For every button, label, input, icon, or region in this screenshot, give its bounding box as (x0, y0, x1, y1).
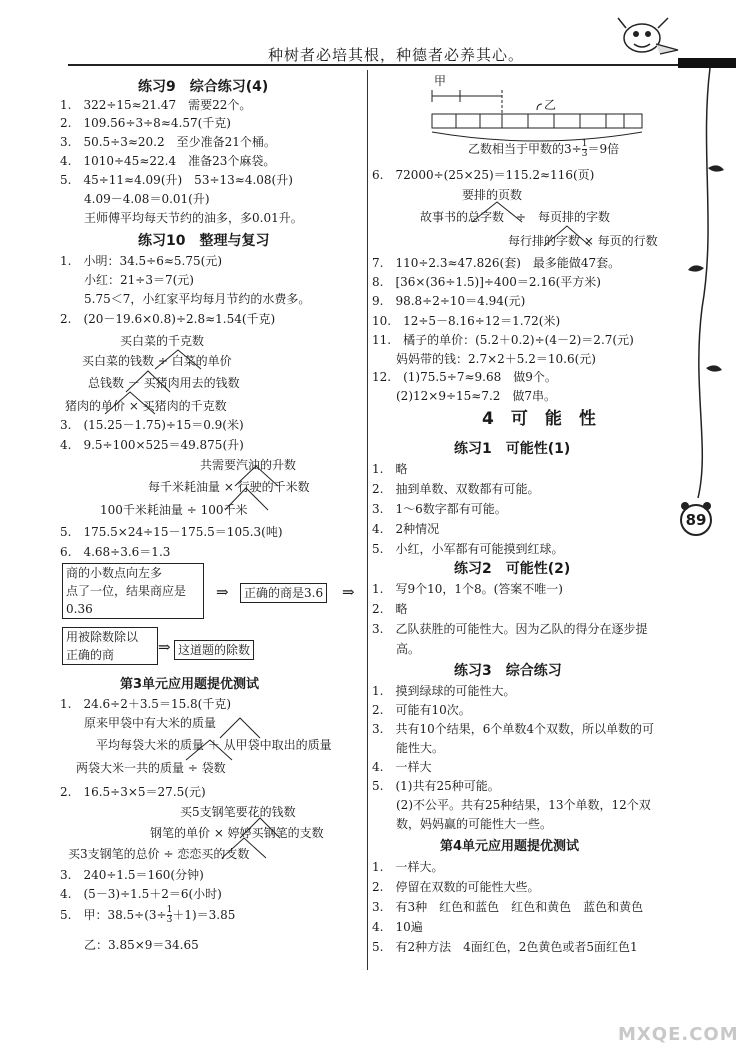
answer-line: 12. (1)75.5÷7≈9.68 做9个。 (372, 370, 557, 384)
fraction-denominator: 3 (581, 149, 588, 159)
reasoning-box (62, 563, 204, 619)
answer-line: 4.09－4.08＝0.01(升) (60, 192, 210, 206)
answer-line: 5.75＜7，小红家平均每月节约的水费多。 (60, 292, 311, 306)
answer-line: 乙：3.85×9＝34.65 (60, 938, 199, 952)
answer-line: 1. 一样大。 (372, 860, 444, 874)
answer-line: 5. 45÷11≈4.09(升) 53÷13≈4.08(升) (60, 173, 293, 187)
answer-line: 1. 摸到绿球的可能性大。 (372, 684, 516, 698)
arrow-icon: ⇒ (342, 583, 355, 601)
box-text: 点了一位，结果商应是 (66, 584, 187, 598)
answer-line: 4. 2种情况 (372, 522, 440, 536)
answer-line: 3. 240÷1.5＝160(分钟) (60, 868, 204, 882)
answer-line (60, 906, 235, 925)
result-box: 正确的商是3.6 (240, 583, 327, 603)
answer-line: 1. 略 (372, 462, 408, 476)
answer-line: 2. 略 (372, 602, 408, 616)
answer-line: 4. 一样大 (372, 760, 432, 774)
page-number-badge (676, 498, 716, 538)
answer-line: 3. (15.25－1.75)÷15＝0.9(米) (60, 418, 244, 432)
answer-line: 2. 可能有10次。 (372, 703, 471, 717)
tree-node: 每行排的字数 × 每页的行数 (508, 234, 658, 248)
answer-line: 1. 24.6÷2＋3.5＝15.8(千克) (60, 697, 232, 711)
answer-line: 10. 12÷5－8.16÷12＝1.72(米) (372, 314, 561, 328)
tree-node: 两袋大米一共的质量 ÷ 袋数 (76, 761, 226, 775)
tree-node: 100千米耗油量 ÷ 100千米 (100, 503, 248, 517)
watermark (610, 990, 740, 1050)
answer-line: 4. 9.5÷100×525＝49.875(升) (60, 438, 244, 452)
answer-line: 高。 (372, 642, 421, 656)
page-number: 89 (685, 511, 707, 529)
watermark-text: MXQE.COM (618, 1024, 739, 1045)
answer-line: 11. 橘子的单价：(5.2＋0.2)÷(4－2)＝2.7(元) (372, 333, 634, 347)
tree-node: 原来甲袋中有大米的质量 (84, 716, 217, 730)
answer-line: 5. 有2种方法 4面红色，2色黄色或者5面红色1 (372, 940, 638, 954)
caption-text: 乙数相当于甲数的3÷ (468, 142, 582, 156)
answer-line: 9. 98.8÷2÷10＝4.94(元) (372, 294, 526, 308)
answer-line: 2. (20－19.6×0.8)÷2.8≈1.54(千克) (60, 312, 276, 326)
section-title: 第4单元应用题提优测试 (440, 839, 580, 854)
section-title: 练习10 整理与复习 (138, 233, 270, 249)
answer-line: 4. 1010÷45≈22.4 准备23个麻袋。 (60, 154, 276, 168)
answer-line: 3. 有3种 红色和蓝色 红色和黄色 蓝色和黄色 (372, 900, 644, 914)
answer-line: 8. [36×(36÷1.5)]÷400＝2.16(平方米) (372, 275, 601, 289)
box-text: 用被除数除以 (66, 630, 139, 644)
diagram-label: 甲 (434, 74, 447, 88)
section-title: 练习2 可能性(2) (454, 561, 571, 577)
answer-line: 6. 4.68÷3.6＝1.3 (60, 545, 171, 559)
answer-line: 3. 乙队获胜的可能性大。因为乙队的得分在逐步提 (372, 622, 648, 636)
tree-node: 总钱数 － 买猪肉用去的钱数 (88, 376, 240, 390)
answer-line: 2. 抽到单数、双数都有可能。 (372, 482, 540, 496)
tree-node: 钢笔的单价 × 婷婷买钢笔的支数 (150, 826, 324, 840)
tree-node: 买3支钢笔的总价 ÷ 恋恋买的支数 (68, 847, 250, 861)
header-motto: 种树者必培其根，种德者必养其心。 (268, 46, 525, 64)
answer-line: 7. 110÷2.3≈47.826(套) 最多能做47套。 (372, 256, 621, 270)
result-box: 这道题的除数 (174, 640, 254, 660)
answer-line: 3. 1～6数字都有可能。 (372, 502, 507, 516)
answer-line: 6. 72000÷(25×25)＝115.2≈116(页) (372, 168, 595, 182)
answer-line: 王师傅平均每天节约的油多，多0.01升。 (60, 211, 303, 225)
section-title: 练习9 综合练习(4) (138, 79, 269, 95)
answer-line: 1. 小明：34.5÷6≈5.75(元) (60, 254, 222, 268)
answer-line: 5. 小红，小军都有可能摸到红球。 (372, 542, 564, 556)
answer-line: 2. 16.5÷3×5＝27.5(元) (60, 785, 206, 799)
answer-line: 1. 322÷15≈21.47 需要22个。 (60, 98, 252, 112)
fraction-numerator: 1 (581, 139, 588, 149)
tree-node: 要排的页数 (462, 188, 523, 202)
answer-line: 能性大。 (372, 741, 445, 755)
answer-line: 3. 共有10个结果，6个单数4个双数，所以单数的可 (372, 722, 654, 736)
answer-line: (2)不公平。共有25种结果，13个单数，12个双 (372, 798, 651, 812)
tree-node: 故事书的总字数 ÷ 每页排的字数 (420, 210, 611, 224)
reasoning-box (62, 627, 158, 665)
box-text: 0.36 (66, 602, 93, 616)
box-text: 商的小数点向左多 (66, 566, 163, 580)
tree-node: 买白菜的钱数 ÷ 白菜的单价 (82, 354, 232, 368)
answer-line: (2)12×9÷15≈7.2 做7串。 (372, 389, 557, 403)
answer-line: 4. (5－3)÷1.5＋2＝6(小时) (60, 887, 222, 901)
tree-node: 猪肉的单价 × 买猪肉的千克数 (65, 399, 227, 413)
answer-line: 3. 50.5÷3≈20.2 至少准备21个桶。 (60, 135, 276, 149)
tree-node: 平均每袋大米的质量 ＋ 从甲袋中取出的质量 (96, 738, 332, 752)
fraction-numerator: 1 (166, 905, 173, 915)
tree-node: 每千米耗油量 × 行驶的千米数 (148, 480, 310, 494)
arrow-icon: ⇒ (216, 583, 229, 601)
column-divider (367, 70, 368, 970)
answer-line: 4. 10遍 (372, 920, 423, 934)
diagram-label: 乙 (544, 98, 557, 112)
caption-text: ＝9倍 (587, 142, 620, 156)
chapter-title: 4 可 能 性 (482, 409, 596, 429)
answer-line: 2. 109.56÷3÷8≈4.57(千克) (60, 116, 231, 130)
answer-line: 5. 175.5×24÷15－175.5＝105.3(吨) (60, 525, 283, 539)
section-title: 第3单元应用题提优测试 (120, 677, 260, 692)
answer-line: 妈妈带的钱：2.7×2＋5.2＝10.6(元) (372, 352, 596, 366)
answer-line: 数，妈妈赢的可能性大一些。 (372, 817, 553, 831)
answer-line: 5. (1)共有25种可能。 (372, 779, 500, 793)
formula-text: 5. 甲：38.5÷(3÷ (60, 908, 167, 922)
tree-node: 买5支钢笔要花的钱数 (180, 805, 296, 819)
right-column (372, 0, 682, 1055)
fraction-denominator: 3 (166, 915, 173, 925)
left-column (60, 0, 365, 1055)
section-title: 练习3 综合练习 (454, 663, 562, 679)
tree-node: 买白菜的千克数 (120, 334, 205, 348)
box-text: 正确的商 (66, 648, 115, 662)
answer-line: 1. 写9个10，1个8。(答案不唯一) (372, 582, 563, 596)
tree-node: 共需要汽油的升数 (200, 458, 297, 472)
header-bar (678, 58, 736, 68)
answer-line: 2. 停留在双数的可能性大些。 (372, 880, 540, 894)
vine-decoration-icon (680, 68, 730, 508)
answer-line: 小红：21÷3＝7(元) (60, 273, 194, 287)
arrow-icon: ⇒ (158, 638, 171, 656)
section-title: 练习1 可能性(1) (454, 441, 571, 457)
formula-text: ＋1)＝3.85 (172, 908, 236, 922)
